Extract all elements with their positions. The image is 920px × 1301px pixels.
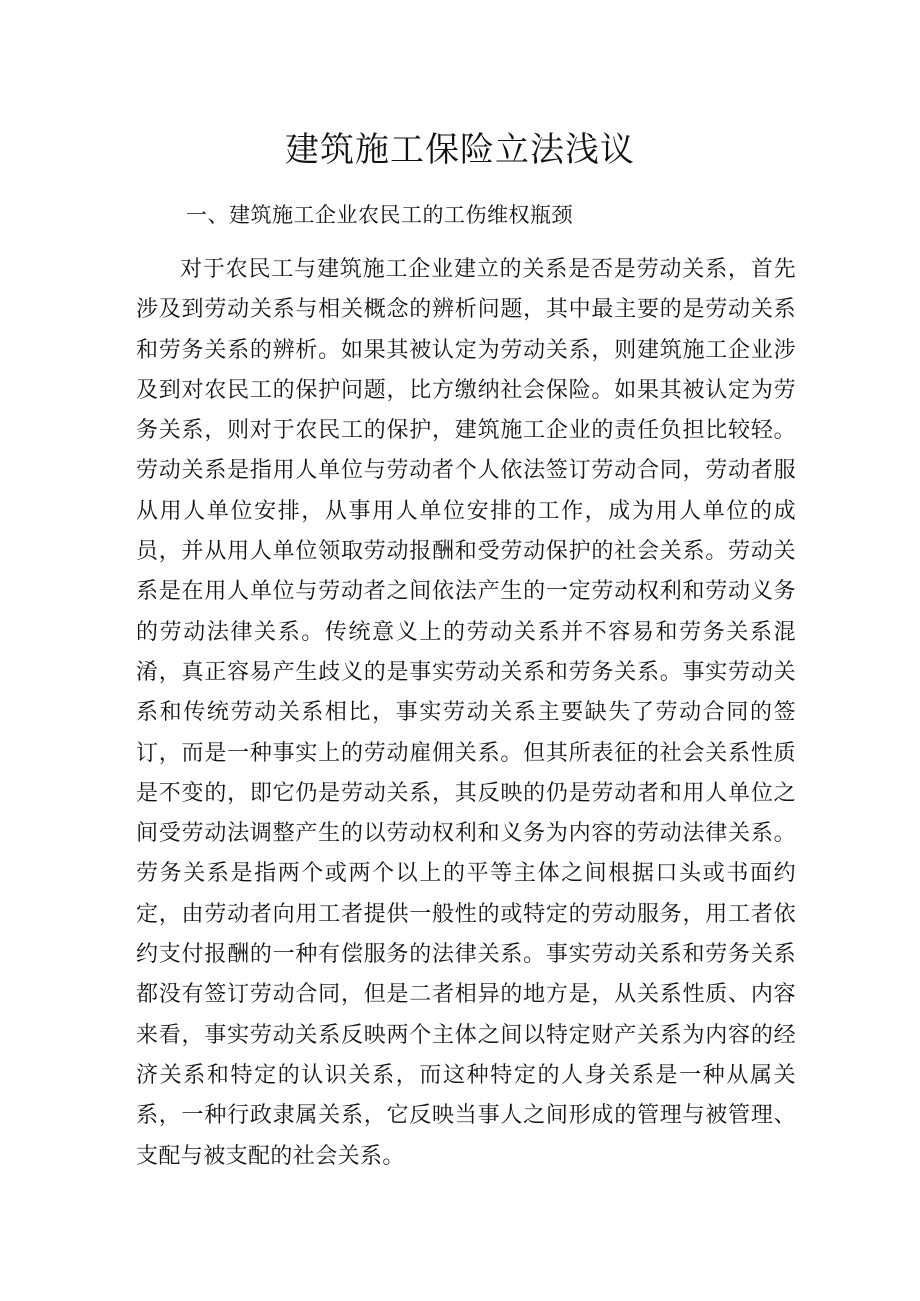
body-paragraph: 对于农民工与建筑施工企业建立的关系是否是劳动关系，首先涉及到劳动关系与相关概念的辨析问题，其中最主要的是劳动关系和劳务关系的辨析。如果其被认定为劳动关系，则建筑施工企业涉及到对农民工的保护问题，比方缴纳社会保险。如果其被认定为劳务关系，则对于农民工的保护，建筑施工企业的责任负担比较轻。劳动关系是指用人单位与劳动者个人依法签订劳动合同，劳动者服从用人单位安排，从事用人单位安排的工作，成为用人单位的成员，并从用人单位领取劳动报酬和受劳动保护的社会关系。劳动关系是在用人单位与劳动者之间依法产生的一定劳动权利和劳动义务的劳动法律关系。传统意义上的劳动关系并不容易和劳务关系混淆，真正容易产生歧义的是事实劳动关系和劳务关系。事实劳动关系和传统劳动关系相比，事实劳动关系主要缺失了劳动合同的签订，而是一种事实上的劳动雇佣关系。但其所表征的社会关系性质是不变的，即它仍是劳动关系，其反映的仍是劳动者和用人单位之间受劳动法调整产生的以劳动权利和义务为内容的劳动法律关系。劳务关系是指两个或两个以上的平等主体之间根据口头或书面约定，由劳动者向用工者提供一般性的或特定的劳动服务，用工者依约支付报酬的一种有偿服务的法律关系。事实劳动关系和劳务关系都没有签订劳动合同，但是二者相异的地方是，从关系性质、内容来看，事实劳动关系反映两个主体之间以特定财产关系为内容的经济关系和特定的认识关系，而这种特定的人身关系是一种从属关系，一种行政隶属关系，它反映当事人之间形成的管理与被管理、支配与被支配的社会关系。 (136, 257, 796, 1169)
document-title: 建筑施工保险立法浅议 (285, 130, 635, 170)
section-heading: 一、建筑施工企业农民工的工伤维权瓶颈 (186, 203, 573, 227)
